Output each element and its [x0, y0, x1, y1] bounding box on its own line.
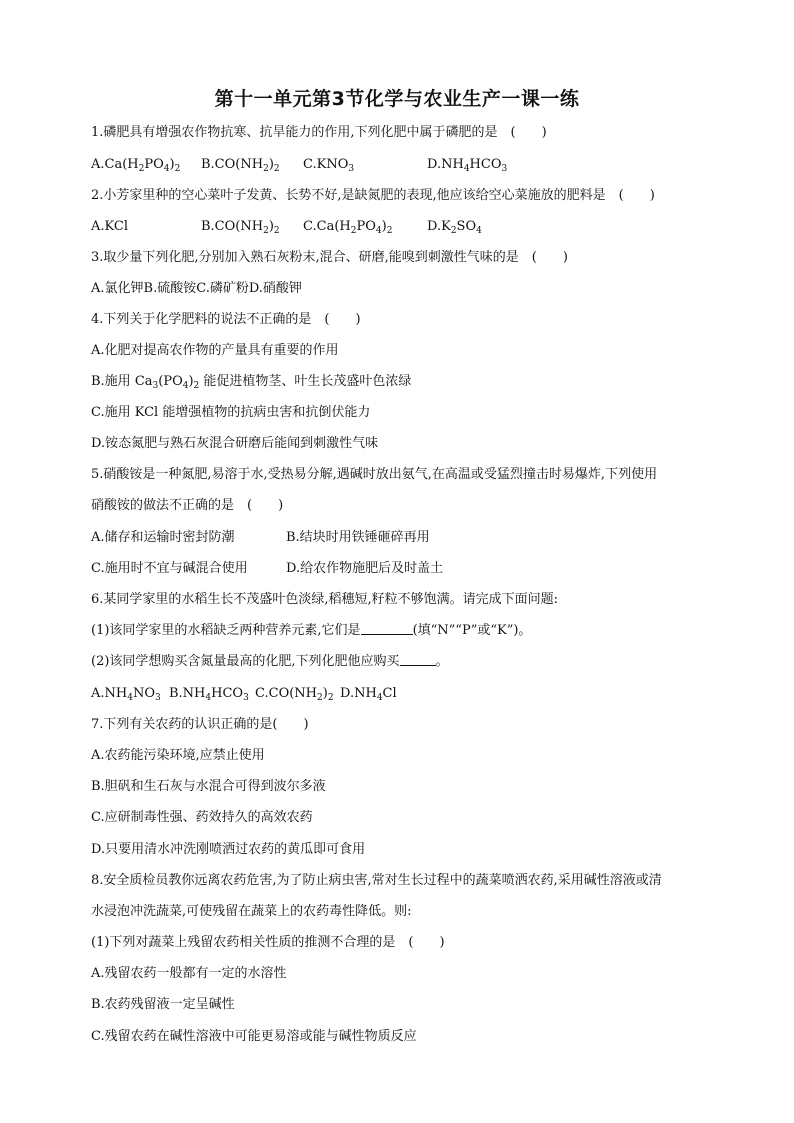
q8-option-a: A.残留农药一般都有一定的水溶性	[91, 966, 287, 981]
q8-stem-line2: 水浸泡冲洗蔬菜,可使残留在蔬菜上的农药毒性降低。则:	[91, 904, 412, 919]
q2-option-a: A.KCl	[91, 219, 128, 234]
q4-option-b: B.施用 $Ca_3(PO_4)_2$ 能促进植物茎、叶生长茂盛叶色浓绿	[91, 374, 412, 391]
q3-stem: 3.取少量下列化肥,分别加入熟石灰粉末,混合、研磨,能嗅到刺激性气味的是 ( )	[91, 250, 568, 265]
q1-option-a: $A.Ca(H_2PO_4)_2$	[91, 157, 181, 174]
q6-option-c: $C.CO(NH_2)_2$	[255, 686, 334, 703]
q6-part1-answer-blank[interactable]	[361, 622, 413, 635]
q1-option-c: $C.KNO_3$	[303, 157, 355, 174]
q6-part2-answer-blank[interactable]	[400, 653, 436, 666]
q5-stem-line1: 5.硝酸铵是一种氮肥,易溶于水,受热易分解,遇碱时放出氨气,在高温或受猛烈撞击时易爆炸,下列使用	[91, 467, 658, 482]
q1-option-d: $D.NH_4HCO_3$	[427, 157, 508, 174]
q5-option-d: D.给农作物施肥后及时盖土	[286, 561, 444, 576]
q6-stem: 6.某同学家里的水稻生长不茂盛叶色淡绿,稻穗短,籽粒不够饱满。请完成下面问题:	[91, 592, 559, 607]
q7-option-a: A.农药能污染环境,应禁止使用	[91, 748, 265, 763]
q8-option-c: C.残留农药在碱性溶液中可能更易溶或能与碱性物质反应	[91, 1029, 417, 1044]
q6-option-d: $D.NH_4Cl$	[340, 686, 397, 703]
q4-option-a: A.化肥对提高农作物的产量具有重要的作用	[91, 343, 339, 358]
q6-option-b: $B.NH_4HCO_3$	[169, 686, 249, 703]
page-title: 第十一单元第3节化学与农业生产一课一练	[214, 88, 580, 110]
q2-stem: 2.小芳家里种的空心菜叶子发黄、长势不好,是缺氮肥的表现,他应该给空心菜施放的肥料是 ( )	[91, 188, 655, 203]
q1-option-b: $B.CO(NH_2)_2$	[201, 157, 280, 174]
q6-part2: (2)该同学想购买含氮量最高的化肥,下列化肥他应购买 。	[91, 654, 449, 669]
q7-option-d: D.只要用清水冲洗刚喷洒过农药的黄瓜即可食用	[91, 842, 366, 857]
q7-option-c: C.应研制毒性强、药效持久的高效农药	[91, 810, 313, 825]
q5-option-b: B.结块时用铁锤砸碎再用	[286, 530, 430, 545]
q8-option-b: B.农药残留液一定呈碱性	[91, 997, 235, 1012]
q3-options: A.氯化钾B.硫酸铵C.磷矿粉D.硝酸钾	[91, 281, 302, 296]
q7-stem: 7.下列有关农药的认识正确的是( )	[91, 717, 309, 732]
q4-option-c: C.施用 KCl 能增强植物的抗病虫害和抗倒伏能力	[91, 405, 371, 420]
q4-stem: 4.下列关于化学肥料的说法不正确的是 ( )	[91, 312, 361, 327]
q1-stem: 1.磷肥具有增强农作物抗寒、抗旱能力的作用,下列化肥中属于磷肥的是 ( )	[91, 125, 547, 140]
q2-option-d: $D.K_2SO_4$	[427, 219, 482, 236]
q5-stem-line2: 硝酸铵的做法不正确的是 ( )	[91, 498, 284, 513]
q5-option-c: C.施用时不宜与碱混合使用	[91, 561, 248, 576]
q5-option-a: A.储存和运输时密封防潮	[91, 530, 235, 545]
q7-option-b: B.胆矾和生石灰与水混合可得到波尔多液	[91, 779, 326, 794]
q6-part1: (1)该同学家里的水稻缺乏两种营养元素,它们是 (填“N”“P”或“K”)。	[91, 623, 532, 638]
q2-option-c: $C.Ca(H_2PO_4)_2$	[303, 219, 393, 236]
q8-part1: (1)下列对蔬菜上残留农药相关性质的推测不合理的是 ( )	[91, 935, 445, 950]
q4-option-d: D.铵态氮肥与熟石灰混合研磨后能闻到刺激性气味	[91, 436, 379, 451]
q2-option-b: $B.CO(NH_2)_2$	[201, 219, 280, 236]
q6-option-a: $A.NH_4NO_3$	[91, 686, 161, 703]
q8-stem-line1: 8.安全质检员教你远离农药危害,为了防止病虫害,常对生长过程中的蔬菜喷洒农药,采用碱性溶液或清	[91, 873, 662, 888]
